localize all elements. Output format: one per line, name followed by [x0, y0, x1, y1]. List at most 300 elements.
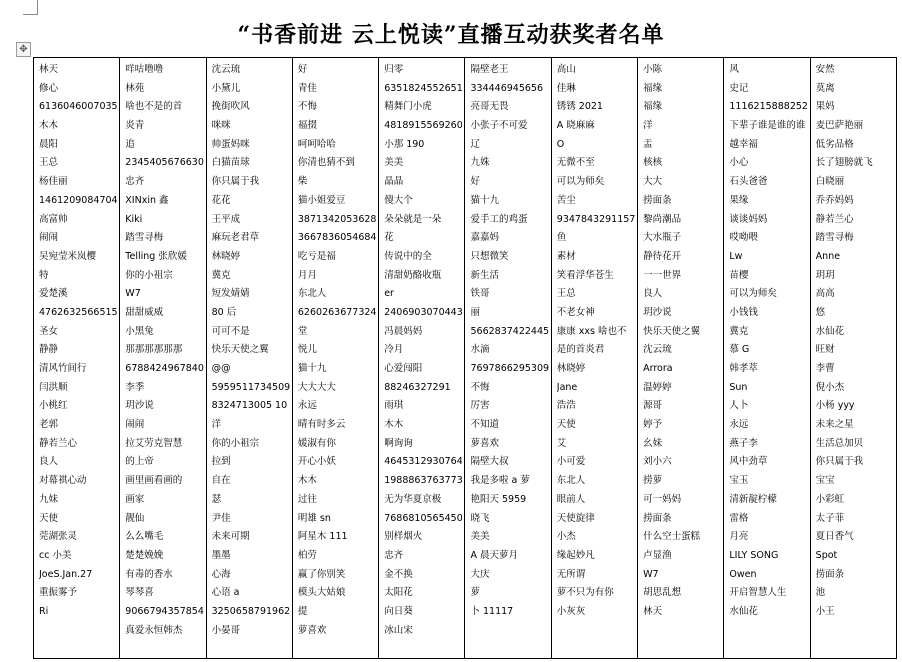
winner-name: 良人 — [643, 288, 663, 300]
winner-name: 特 — [39, 269, 49, 281]
winner-name: 啊询询 — [384, 437, 413, 449]
winner-name: 金不换 — [384, 568, 413, 580]
winner-name: 334446945656 — [470, 82, 544, 94]
winner-name: 向日葵 — [384, 605, 413, 617]
winner-name: 4645312930764 — [384, 456, 463, 468]
winner-name: 水仙花 — [729, 605, 758, 617]
winner-name: 可以为师矣 — [729, 288, 777, 300]
winner-name: 乔乔妈妈 — [815, 194, 854, 206]
winner-name: 冰山宋 — [384, 624, 413, 636]
winner-name: 木木 — [297, 475, 317, 487]
winner-name: 一一世界 — [643, 269, 682, 281]
winner-name: 小杰 — [556, 531, 576, 543]
winner-name: 柴 — [297, 176, 308, 188]
winner-name: 慕 G — [729, 344, 750, 356]
winner-name: 悠 — [815, 306, 826, 318]
winner-name: 快乐天使之翼 — [643, 325, 701, 337]
winner-name: 萝不只为有你 — [556, 587, 614, 599]
winner-name: 王平成 — [211, 213, 241, 225]
winner-name: 燕子李 — [729, 437, 758, 449]
winner-name: 麦巴萨艳丽 — [815, 120, 864, 132]
winner-name: 天使旋律 — [556, 512, 595, 524]
winners-column-1 — [34, 58, 119, 622]
winner-name: 静若兰心 — [815, 213, 854, 225]
winner-name: 萝喜欢 — [470, 437, 499, 449]
winner-name: 源哥 — [643, 400, 663, 412]
winner-name: 宝宝 — [815, 475, 835, 487]
winner-name: 亮哥无畏 — [470, 101, 509, 113]
winner-name: 铁哥 — [470, 288, 490, 300]
winner-name: 自在 — [211, 475, 231, 487]
winner-name: 的上帝 — [125, 456, 154, 468]
winner-name: 月亮 — [729, 531, 749, 543]
winner-name: 刘小六 — [643, 456, 672, 468]
winner-name: 吃亏是福 — [297, 250, 336, 262]
winner-name: 沈云琉 — [211, 64, 241, 75]
winner-name: 莞湖张灵 — [39, 531, 78, 543]
winner-name: 玥沙说 — [643, 306, 672, 318]
winner-name: 你只属于我 — [211, 176, 260, 188]
winner-name: 眼前人 — [556, 493, 586, 505]
winner-name: A 晓麻麻 — [556, 120, 595, 132]
winner-name: 青佳 — [297, 82, 317, 94]
winner-name: 闹闹 — [39, 232, 59, 244]
winner-name: 忠齐 — [384, 549, 404, 561]
winner-name: 4762632566515 — [39, 306, 118, 318]
winner-name: 福掇 — [297, 120, 317, 132]
winner-name: 画家 — [125, 493, 145, 505]
winner-name: 踏雪寻梅 — [815, 232, 854, 244]
winner-name: 8324713005 10 — [211, 400, 288, 412]
winner-name: 你只属于我 — [815, 456, 864, 468]
winner-name: 艾 — [556, 437, 567, 449]
winner-name: 小晏哥 — [211, 624, 241, 636]
winner-name: 小那 190 — [384, 138, 425, 150]
winner-name: 新生活 — [470, 269, 499, 281]
winner-name: 拉到 — [211, 456, 231, 468]
winner-name: 6351824552651 — [384, 82, 463, 94]
winner-name: 黎尚潮品 — [643, 213, 682, 225]
winner-name: 隔壁大叔 — [470, 456, 509, 468]
winner-name: 低劣品格 — [815, 138, 854, 150]
winner-name: 爱楚溪 — [39, 288, 68, 300]
winner-name: 林天 — [643, 605, 663, 617]
winner-name: 冀克 — [211, 269, 231, 281]
winner-name: 沈云琉 — [643, 344, 672, 356]
winner-name: 圣女 — [39, 325, 59, 337]
winner-name: 果缘 — [729, 194, 749, 206]
winner-name: 静待花开 — [643, 250, 682, 262]
winner-name: 小钱钱 — [729, 306, 758, 318]
winner-name: 小陈 — [643, 64, 663, 75]
winner-name: 盂 — [643, 138, 653, 150]
winner-name: 王总 — [39, 157, 59, 169]
winner-name: LILY SONG — [729, 549, 779, 561]
winner-name: 谈谈妈妈 — [729, 213, 768, 225]
winner-name: 大大 — [643, 176, 663, 188]
winner-name: 嘉嘉妈 — [470, 232, 499, 244]
winner-name: 静若兰心 — [39, 437, 78, 449]
winner-name: 修心 — [39, 82, 59, 94]
winner-name: 花 — [384, 232, 394, 244]
winner-name: 心语 a — [211, 587, 240, 599]
winner-name: 厉害 — [470, 400, 490, 412]
winner-name: 花花 — [211, 194, 231, 206]
winners-column-2 — [120, 58, 205, 640]
winner-name: 无微不至 — [556, 157, 595, 169]
winner-name: 1116215888252 — [729, 101, 808, 113]
winner-name: O — [556, 138, 565, 150]
winner-name: 莫离 — [815, 82, 835, 94]
winner-name: 别样烟火 — [384, 531, 423, 543]
winner-name: 你的小祖宗 — [211, 437, 260, 449]
winner-name: Ri — [39, 605, 49, 617]
winner-name: 缘起妙凡 — [556, 549, 595, 561]
winner-name: 下辈子谁是谁的谁 — [729, 120, 806, 132]
winner-name: 永远 — [729, 419, 749, 431]
winner-name: 晶晶 — [384, 176, 404, 188]
winner-name: Spot — [815, 549, 838, 561]
winners-column-4 — [293, 58, 378, 640]
winner-name: 果妈 — [815, 101, 835, 113]
winner-name: 可一妈妈 — [643, 493, 682, 505]
winner-name: er — [384, 288, 394, 300]
winner-name: 艳阳天 5959 — [470, 493, 527, 505]
winner-name: 6136046007035 — [39, 101, 118, 113]
winner-name: 小灰灰 — [556, 605, 586, 617]
winner-name: 帅蛋妈咪 — [211, 138, 250, 150]
winner-name: 苦尘 — [556, 194, 576, 206]
winner-name: 80 后 — [211, 306, 237, 318]
winner-name: 婷予 — [643, 419, 663, 431]
winner-name: 高高 — [815, 288, 835, 300]
winner-name: 清甜奶酪收瓶 — [384, 269, 442, 281]
winner-name: 苗樱 — [729, 269, 749, 281]
winner-name: 生活总加贝 — [815, 437, 864, 449]
winner-name: 心爱闯阳 — [384, 363, 423, 374]
winner-name: 小彩虹 — [815, 493, 845, 505]
winner-name: 李季 — [125, 381, 145, 393]
winner-name: 小王 — [815, 605, 835, 617]
winner-name: 小黑兔 — [125, 325, 154, 337]
winner-name: 4818915569260 — [384, 120, 463, 132]
winner-name: 静静 — [39, 344, 59, 356]
winner-name: 风 — [729, 64, 739, 75]
winner-name: 东北人 — [297, 288, 327, 300]
winner-name: 我是多啦 a 萝 — [470, 475, 530, 487]
winner-name: 88246327291 — [384, 381, 451, 393]
winner-name: 鱼 — [556, 232, 567, 244]
winner-name: 洋 — [211, 419, 222, 431]
winner-name: 美美 — [384, 157, 404, 169]
winner-name: 开心小妖 — [297, 456, 336, 468]
winner-name: 3871342053628 — [297, 213, 377, 225]
winner-name: 白猫苗球 — [211, 157, 250, 169]
winner-name: 啥也不是的首 — [125, 101, 183, 113]
winner-name: 安然 — [815, 64, 835, 75]
winner-name: 归零 — [384, 64, 404, 75]
winner-name: XINxin 鑫 — [125, 194, 169, 206]
winner-name: 可可不是 — [211, 325, 250, 337]
winner-name: 旺财 — [815, 344, 835, 356]
winner-name: 2406903070443 — [384, 306, 463, 318]
winner-name: W7 — [643, 568, 659, 580]
winner-name: 5959511734509 — [211, 381, 290, 393]
winner-name: 小心 — [729, 157, 749, 169]
winner-name: 朵朵就是一朵 — [384, 213, 442, 225]
winner-name: 木木 — [384, 419, 404, 431]
winner-name: 捞面条 — [643, 512, 672, 524]
winner-name: 池 — [815, 587, 826, 599]
winner-name: 呵呵哈哈 — [297, 138, 336, 150]
winner-name: 雷格 — [729, 512, 749, 524]
winner-name: 卜 11117 — [470, 605, 514, 617]
winner-name: JoeS.Jan.27 — [39, 568, 93, 580]
winner-name: 瑟 — [211, 493, 222, 505]
winner-name: 哎呦喂 — [729, 232, 758, 244]
winner-name: 锈锈 2021 — [556, 101, 603, 113]
winner-name: A 晨天萝月 — [470, 549, 519, 561]
winner-name: 猫十九 — [470, 194, 499, 206]
winner-name: 咪咪 — [211, 120, 231, 132]
winner-name: Arrora — [643, 363, 673, 374]
winner-name: 画里画看画的 — [125, 475, 183, 487]
winner-name: 清风竹间行 — [39, 363, 87, 374]
winner-name: 9066794357854 — [125, 605, 204, 617]
winner-name: 未来之星 — [815, 419, 854, 431]
winner-name: 水滴 — [470, 344, 490, 356]
winner-name: 只想微笑 — [470, 250, 509, 262]
winner-name: 不知道 — [470, 419, 499, 431]
winner-name: 短发婧婧 — [211, 288, 250, 300]
winner-name: 堂 — [297, 325, 308, 337]
winner-name: 良人 — [39, 456, 59, 468]
winner-name: Lw — [729, 250, 743, 262]
winner-name: 捞面条 — [643, 194, 672, 206]
winner-name: 小黛儿 — [211, 82, 241, 94]
winner-name: 精舞门小虎 — [384, 101, 432, 113]
winner-name: 小可爱 — [556, 456, 586, 468]
winner-name: 好 — [297, 64, 308, 75]
winner-name: 1988863763773 — [384, 475, 463, 487]
winner-name: 大大大大 — [297, 381, 336, 393]
winner-name: 重振雾予 — [39, 587, 78, 599]
winner-name: 7697866295309 — [470, 363, 549, 374]
winner-name: 1461209084704 — [39, 194, 118, 206]
winner-name: 开启智慧人生 — [729, 587, 787, 599]
winners-column-6 — [465, 58, 550, 622]
winner-name: 琴琴喜 — [125, 587, 154, 599]
winner-name: 可以为师矣 — [556, 176, 605, 188]
winner-name: 模头大姑娘 — [297, 587, 346, 599]
winner-name: 捞萝 — [643, 475, 663, 487]
winner-name: 胡思乱想 — [643, 587, 682, 599]
winner-name: 萝 — [470, 587, 480, 599]
winner-name: 韩孝萃 — [729, 363, 758, 374]
winner-name: 雨琪 — [384, 400, 404, 412]
winner-name: 玥玥 — [815, 269, 835, 281]
winner-name: 冯晨妈妈 — [384, 325, 423, 337]
winner-name: 晓飞 — [470, 512, 490, 524]
winner-name: Kiki — [125, 213, 143, 225]
winner-name: 闫洪顺 — [39, 381, 68, 393]
winner-name: 9347843291157 — [556, 213, 636, 225]
winner-name: 悦儿 — [297, 344, 317, 356]
winner-name: 越幸福 — [729, 138, 758, 150]
winner-name: 傻大个 — [384, 194, 413, 206]
winner-name: 大庆 — [470, 568, 490, 580]
winner-name: 猫小姐爱豆 — [297, 194, 346, 206]
winner-name: 清新靛柠檬 — [729, 493, 777, 505]
winner-name: 小桃红 — [39, 400, 68, 412]
winner-name: 林晓婷 — [211, 250, 241, 262]
winner-name: 杨佳丽 — [39, 176, 68, 188]
winner-name: 木木 — [39, 120, 59, 132]
winner-name: 捞面条 — [815, 568, 845, 580]
winner-name: 柏劳 — [297, 549, 317, 561]
winner-name: 林晓婷 — [556, 363, 586, 374]
winner-name: 提 — [297, 605, 308, 617]
winner-name: 风中劲草 — [729, 456, 768, 468]
winner-name: 传说中的全 — [384, 250, 432, 262]
winner-name: 么么嘴毛 — [125, 531, 164, 543]
winner-name: 爱手工的鸡蛋 — [470, 213, 528, 225]
winner-name: 月月 — [297, 269, 317, 281]
winner-name: 追 — [125, 138, 135, 150]
winner-name: 小杨 yyy — [815, 400, 855, 412]
page-title: “书香前进 云上悦读”直播互动获奖者名单 — [237, 22, 665, 48]
winner-name: 王总 — [556, 288, 576, 300]
winner-name: 笑看浮华苍生 — [556, 269, 614, 281]
winner-name: W7 — [125, 288, 141, 300]
winners-column-10 — [811, 58, 896, 622]
winner-name: 丽 — [470, 306, 480, 318]
winner-name: 冀克 — [729, 325, 749, 337]
winner-name: 忠齐 — [125, 176, 145, 188]
winner-name: 3667836054684 — [297, 232, 377, 244]
winner-name: 太阳花 — [384, 587, 413, 599]
winner-name: 阿星木 111 — [297, 531, 348, 543]
winner-name: 幺妹 — [643, 437, 663, 449]
winner-name: 美美 — [470, 531, 490, 543]
winner-name: cc 小美 — [39, 549, 72, 561]
winner-name: 你清也猜不到 — [297, 157, 355, 169]
winner-name: 无为华夏京极 — [384, 493, 442, 505]
winner-name: 永远 — [297, 400, 317, 412]
winner-name: 长了翅膀就飞 — [815, 157, 873, 169]
winner-name: 6788424967840 — [125, 363, 204, 374]
winner-name: Anne — [815, 250, 841, 262]
winners-column-7 — [552, 58, 637, 622]
winner-name: 媛淑有你 — [297, 437, 336, 449]
winner-name: Jane — [556, 381, 578, 393]
winner-name: 夏日香气 — [815, 531, 854, 543]
winner-name: 闹闹 — [125, 419, 145, 431]
winner-name: 吴宛莹米岚樱 — [39, 250, 97, 262]
winner-name: 卢显渔 — [643, 549, 672, 561]
winner-name: 倪小杰 — [815, 381, 845, 393]
winner-name: 小张子不可爱 — [470, 120, 528, 132]
winner-name: 墨墨 — [211, 549, 231, 561]
winner-name: 麻玩老君草 — [211, 232, 260, 244]
winner-name: 晴有时多云 — [297, 419, 346, 431]
winner-name: 素材 — [556, 250, 576, 262]
winner-name: 李曹 — [815, 363, 835, 374]
winner-name: 有毒的香水 — [125, 568, 173, 580]
winner-name: 佳琳 — [556, 82, 576, 94]
winner-name: 未来可期 — [211, 531, 250, 543]
winner-name: 康康 xxs 啥也不 — [556, 325, 627, 337]
winner-name: 6260263677324 — [297, 306, 377, 318]
winner-name: 宝玉 — [729, 475, 749, 487]
winner-name: 隔壁老王 — [470, 64, 509, 75]
winners-column-9 — [724, 58, 809, 622]
winner-name: 猫十九 — [297, 363, 327, 374]
winners-column-3 — [207, 58, 292, 640]
winner-name: 石头爸爸 — [729, 176, 768, 188]
winner-name: 萝喜欢 — [297, 624, 327, 636]
winner-name: 林苑 — [125, 82, 145, 94]
winner-name: 甜甜威威 — [125, 306, 164, 318]
winner-name: 浩浩 — [556, 400, 576, 412]
winner-name: 真爱永恒韩杰 — [125, 624, 183, 636]
winner-name: 高富帅 — [39, 213, 68, 225]
winner-name: 炎青 — [125, 120, 145, 132]
winner-name: 福缘 — [643, 82, 663, 94]
winner-name: Telling 张欣媛 — [125, 250, 187, 262]
winner-name: 玥沙说 — [125, 400, 154, 412]
page-corner-mark — [23, 0, 38, 15]
winners-column-8 — [638, 58, 723, 622]
winner-name: 不悔 — [470, 381, 490, 393]
winner-name: 林天 — [39, 64, 59, 75]
winner-name: 快乐天使之翼 — [211, 344, 269, 356]
winner-name: 楚楚娩娩 — [125, 549, 164, 561]
winner-name: 洋 — [643, 120, 653, 132]
winners-table — [33, 57, 897, 659]
winner-name: 温婷婷 — [643, 381, 672, 393]
winner-name: 踏雪寻梅 — [125, 232, 164, 244]
winner-name: 东北人 — [556, 475, 586, 487]
winner-name: 那那那那那那 — [125, 344, 183, 356]
winner-name: 5662837422445 — [470, 325, 549, 337]
winner-name: 无所谓 — [556, 568, 586, 580]
winner-name: 不老女神 — [556, 306, 595, 318]
winner-name: 白晓丽 — [815, 176, 845, 188]
winner-name: @@ — [211, 363, 231, 374]
winner-name: 高山 — [556, 64, 576, 75]
table-move-handle-icon[interactable]: ✥ — [16, 42, 31, 57]
winner-name: 心海 — [211, 568, 231, 580]
winner-name: Owen — [729, 568, 757, 580]
winner-name: 赢了你别笑 — [297, 568, 346, 580]
winner-name: 3250658791962 — [211, 605, 290, 617]
winner-name: 九妹 — [39, 493, 59, 505]
winner-name: 拉艾劳克智慧 — [125, 437, 183, 449]
winner-name: 你的小祖宗 — [125, 269, 173, 281]
winner-name: 过往 — [297, 493, 317, 505]
winner-name: 咩咕噜噜 — [125, 64, 164, 75]
winner-name: 水仙花 — [815, 325, 845, 337]
winner-name: 冷月 — [384, 344, 404, 356]
winners-column-5 — [379, 58, 464, 640]
winner-name: 挽街吹风 — [211, 101, 250, 113]
winner-name: 是的首炎君 — [556, 344, 605, 356]
winner-name: 7686810565450 — [384, 512, 463, 524]
winner-name: 什么空士蛋糕 — [643, 531, 701, 543]
winner-name: 晨阳 — [39, 138, 59, 150]
winner-name: 好 — [470, 176, 480, 188]
